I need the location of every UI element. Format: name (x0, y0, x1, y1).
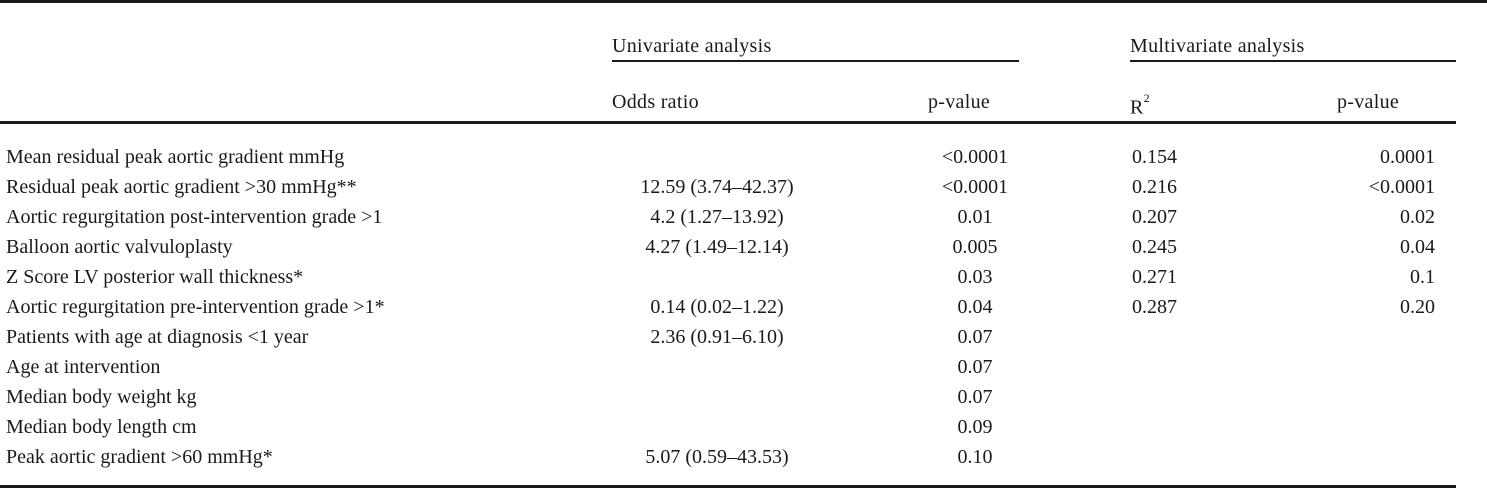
row-r-squared: 0.216 (1132, 176, 1177, 198)
row-r-squared: 0.207 (1132, 206, 1177, 228)
row-variable-name: Z Score LV posterior wall thickness* (6, 266, 304, 288)
row-variable-name: Aortic regurgitation pre-intervention grade >1* (6, 296, 385, 318)
row-variable-name: Age at intervention (6, 356, 161, 378)
p-value-multivariate-header: p-value (1337, 91, 1400, 113)
row-p-value-multivariate: 0.20 (1400, 296, 1435, 318)
row-variable-name: Mean residual peak aortic gradient mmHg (6, 146, 345, 168)
row-p-value-univariate: 0.01 (957, 206, 993, 228)
row-p-value-univariate: 0.04 (957, 296, 993, 318)
univariate-group-rule (612, 60, 1019, 62)
row-p-value-univariate: <0.0001 (941, 146, 1009, 168)
univariate-group-header: Univariate analysis (612, 35, 772, 57)
row-p-value-multivariate: 0.1 (1410, 266, 1435, 288)
row-odds-ratio: 0.14 (0.02–1.22) (650, 296, 784, 318)
row-variable-name: Residual peak aortic gradient >30 mmHg** (6, 176, 357, 198)
row-odds-ratio: 5.07 (0.59–43.53) (645, 446, 789, 468)
bottom-rule (0, 485, 1456, 488)
row-r-squared: 0.245 (1132, 236, 1177, 258)
row-p-value-multivariate: 0.0001 (1380, 146, 1435, 168)
p-value-univariate-header: p-value (928, 91, 991, 113)
row-p-value-univariate: 0.07 (957, 356, 993, 378)
row-r-squared: 0.154 (1132, 146, 1177, 168)
row-p-value-univariate: 0.005 (952, 236, 998, 258)
row-r-squared: 0.271 (1132, 266, 1177, 288)
row-odds-ratio: 2.36 (0.91–6.10) (650, 326, 784, 348)
row-r-squared: 0.287 (1132, 296, 1177, 318)
row-p-value-univariate: 0.10 (957, 446, 993, 468)
row-variable-name: Peak aortic gradient >60 mmHg* (6, 446, 273, 468)
row-variable-name: Patients with age at diagnosis <1 year (6, 326, 309, 348)
row-odds-ratio: 4.27 (1.49–12.14) (645, 236, 789, 258)
header-bottom-rule (0, 121, 1456, 124)
row-p-value-univariate: <0.0001 (941, 176, 1009, 198)
r-squared-header (1130, 90, 1150, 120)
row-odds-ratio: 4.2 (1.27–13.92) (650, 206, 784, 228)
row-p-value-univariate: 0.03 (957, 266, 993, 288)
row-p-value-multivariate: 0.04 (1400, 236, 1435, 258)
row-odds-ratio: 12.59 (3.74–42.37) (640, 176, 794, 198)
multivariate-group-rule (1130, 60, 1456, 62)
r-squared-superscript: 2 (1143, 91, 1150, 105)
row-variable-name: Median body length cm (6, 416, 197, 438)
row-variable-name: Median body weight kg (6, 386, 197, 408)
multivariate-group-header: Multivariate analysis (1130, 35, 1305, 57)
row-p-value-multivariate: <0.0001 (1368, 176, 1435, 198)
row-p-value-multivariate: 0.02 (1400, 206, 1435, 228)
row-variable-name: Aortic regurgitation post-intervention grade >1 (6, 206, 383, 228)
row-p-value-univariate: 0.07 (957, 386, 993, 408)
r-squared-base: R (1130, 96, 1144, 119)
odds-ratio-header: Odds ratio (612, 91, 699, 113)
row-p-value-univariate: 0.07 (957, 326, 993, 348)
row-variable-name: Balloon aortic valvuloplasty (6, 236, 233, 258)
top-rule (0, 0, 1487, 3)
row-p-value-univariate: 0.09 (957, 416, 993, 438)
